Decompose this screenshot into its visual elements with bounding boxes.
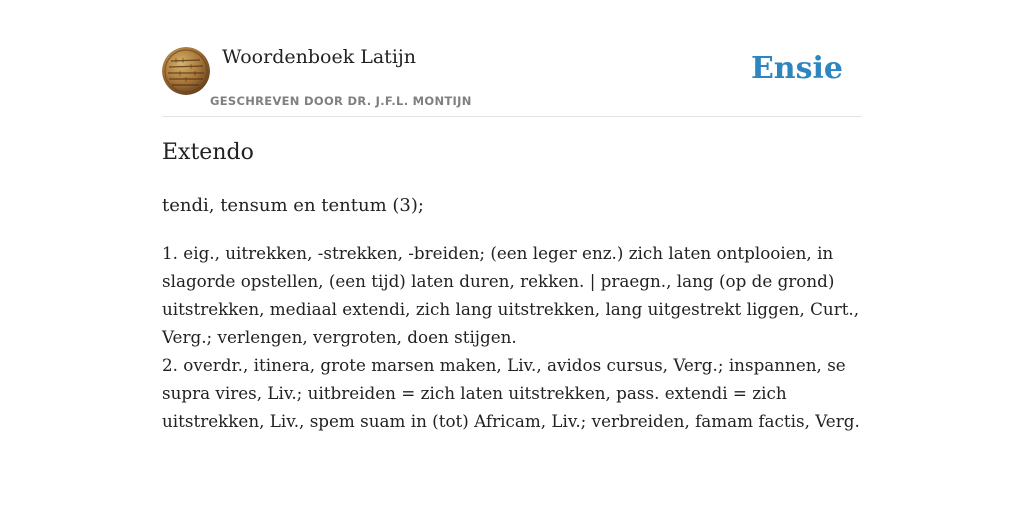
dictionary-title[interactable]: Woordenboek Latijn <box>222 46 417 68</box>
entry-definition <box>162 239 862 435</box>
author-byline: GESCHREVEN DOOR DR. J.F.L. MONTIJN <box>210 94 472 108</box>
definition-line: Verg.; verlengen, vergroten, doen stijgen. <box>162 327 517 347</box>
definition-line: slagorde opstellen, (een tijd) laten duren, rekken. | praegn., lang (op de grond) <box>162 271 835 291</box>
definition-line: uitstrekken, mediaal extendi, zich lang uitstrekken, lang uitgestrekt liggen, Curt., <box>162 299 860 319</box>
header <box>162 44 862 117</box>
entry-title: Extendo <box>162 140 254 165</box>
definition-line: 2. overdr., itinera, grote marsen maken, Liv., avidos cursus, Verg.; inspannen, se <box>162 355 846 375</box>
ensie-brand-link[interactable]: Ensie <box>750 51 843 86</box>
definition-line: supra vires, Liv.; uitbreiden = zich laten uitstrekken, pass. extendi = zich <box>162 383 787 403</box>
entry-forms: tendi, tensum en tentum (3); <box>162 195 424 216</box>
latin-coin-logo-icon[interactable] <box>162 47 210 95</box>
definition-line: uitstrekken, Liv., spem suam in (tot) Africam, Liv.; verbreiden, famam factis, Verg. <box>162 411 860 431</box>
definition-line: 1. eig., uitrekken, -strekken, -breiden; (een leger enz.) zich laten ontplooien, in <box>162 243 834 263</box>
